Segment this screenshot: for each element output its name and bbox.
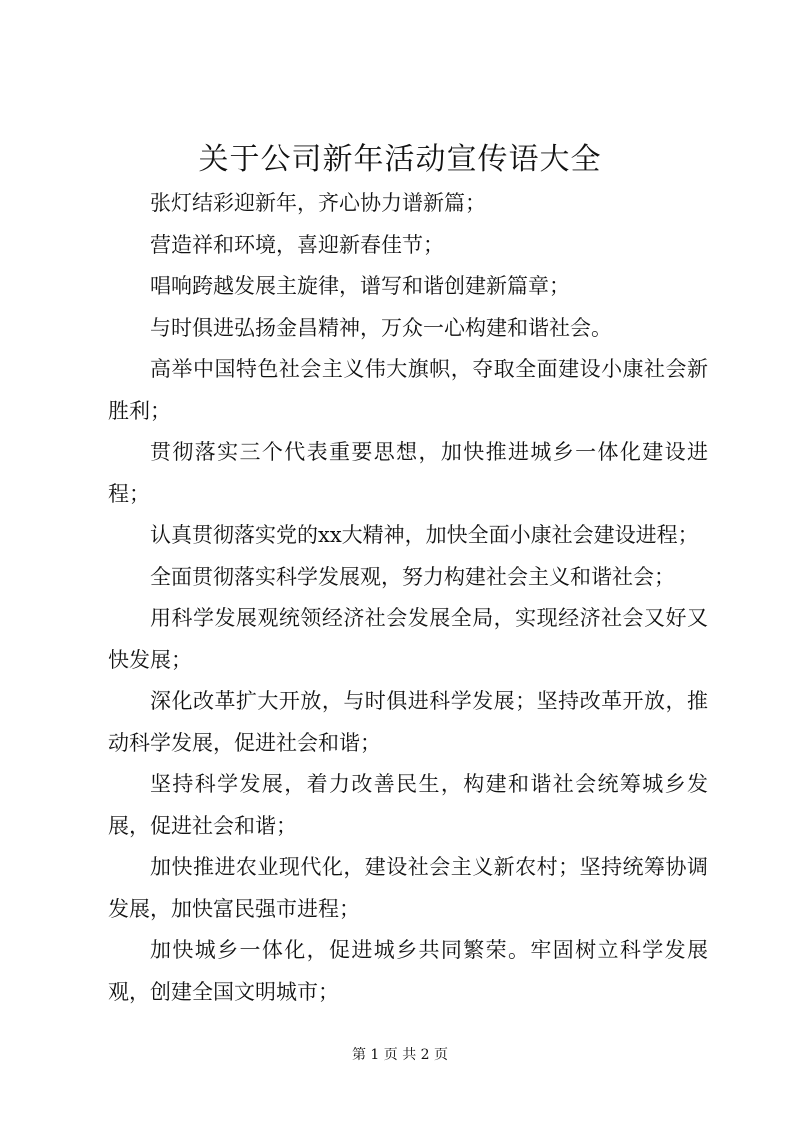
paragraph-4: 与时俱进弘扬金昌精神，万众一心构建和谐社会。 bbox=[150, 315, 612, 340]
paragraph-1: 张灯结彩迎新年，齐心协力谱新篇； bbox=[150, 191, 486, 215]
paragraph-13: 加快城乡一体化，促进城乡共同繁荣。牢固树立科学发展观，创建全国文明城市； bbox=[108, 938, 708, 1004]
document-title: 关于公司新年活动宣传语大全 bbox=[198, 142, 602, 177]
paragraph-11: 坚持科学发展，着力改善民生，构建和谐社会统筹城乡发展，促进社会和谐； bbox=[108, 772, 708, 838]
paragraph-2: 营造祥和环境，喜迎新春佳节； bbox=[150, 232, 444, 257]
paragraph-3: 唱响跨越发展主旋律，谱写和谐创建新篇章； bbox=[150, 274, 570, 298]
paragraph-10: 深化改革扩大开放，与时俱进科学发展；坚持改革开放，推动科学发展，促进社会和谐； bbox=[108, 689, 708, 755]
document-body bbox=[108, 183, 708, 1013]
paragraph-7: 认真贯彻落实党的xx大精神，加快全面小康社会建设进程； bbox=[150, 523, 699, 547]
paragraph-6: 贯彻落实三个代表重要思想，加快推进城乡一体化建设进程； bbox=[108, 440, 708, 506]
paragraph-12: 加快推进农业现代化，建设社会主义新农村；坚持统筹协调发展，加快富民强市进程； bbox=[108, 855, 708, 921]
paragraph-5: 高举中国特色社会主义伟大旗帜，夺取全面建设小康社会新胜利； bbox=[108, 357, 708, 423]
paragraph-9: 用科学发展观统领经济社会发展全局，实现经济社会又好又快发展； bbox=[108, 606, 708, 672]
page-footer: 第 1 页 共 2 页 bbox=[351, 1047, 449, 1063]
paragraph-8: 全面贯彻落实科学发展观，努力构建社会主义和谐社会； bbox=[150, 564, 675, 589]
